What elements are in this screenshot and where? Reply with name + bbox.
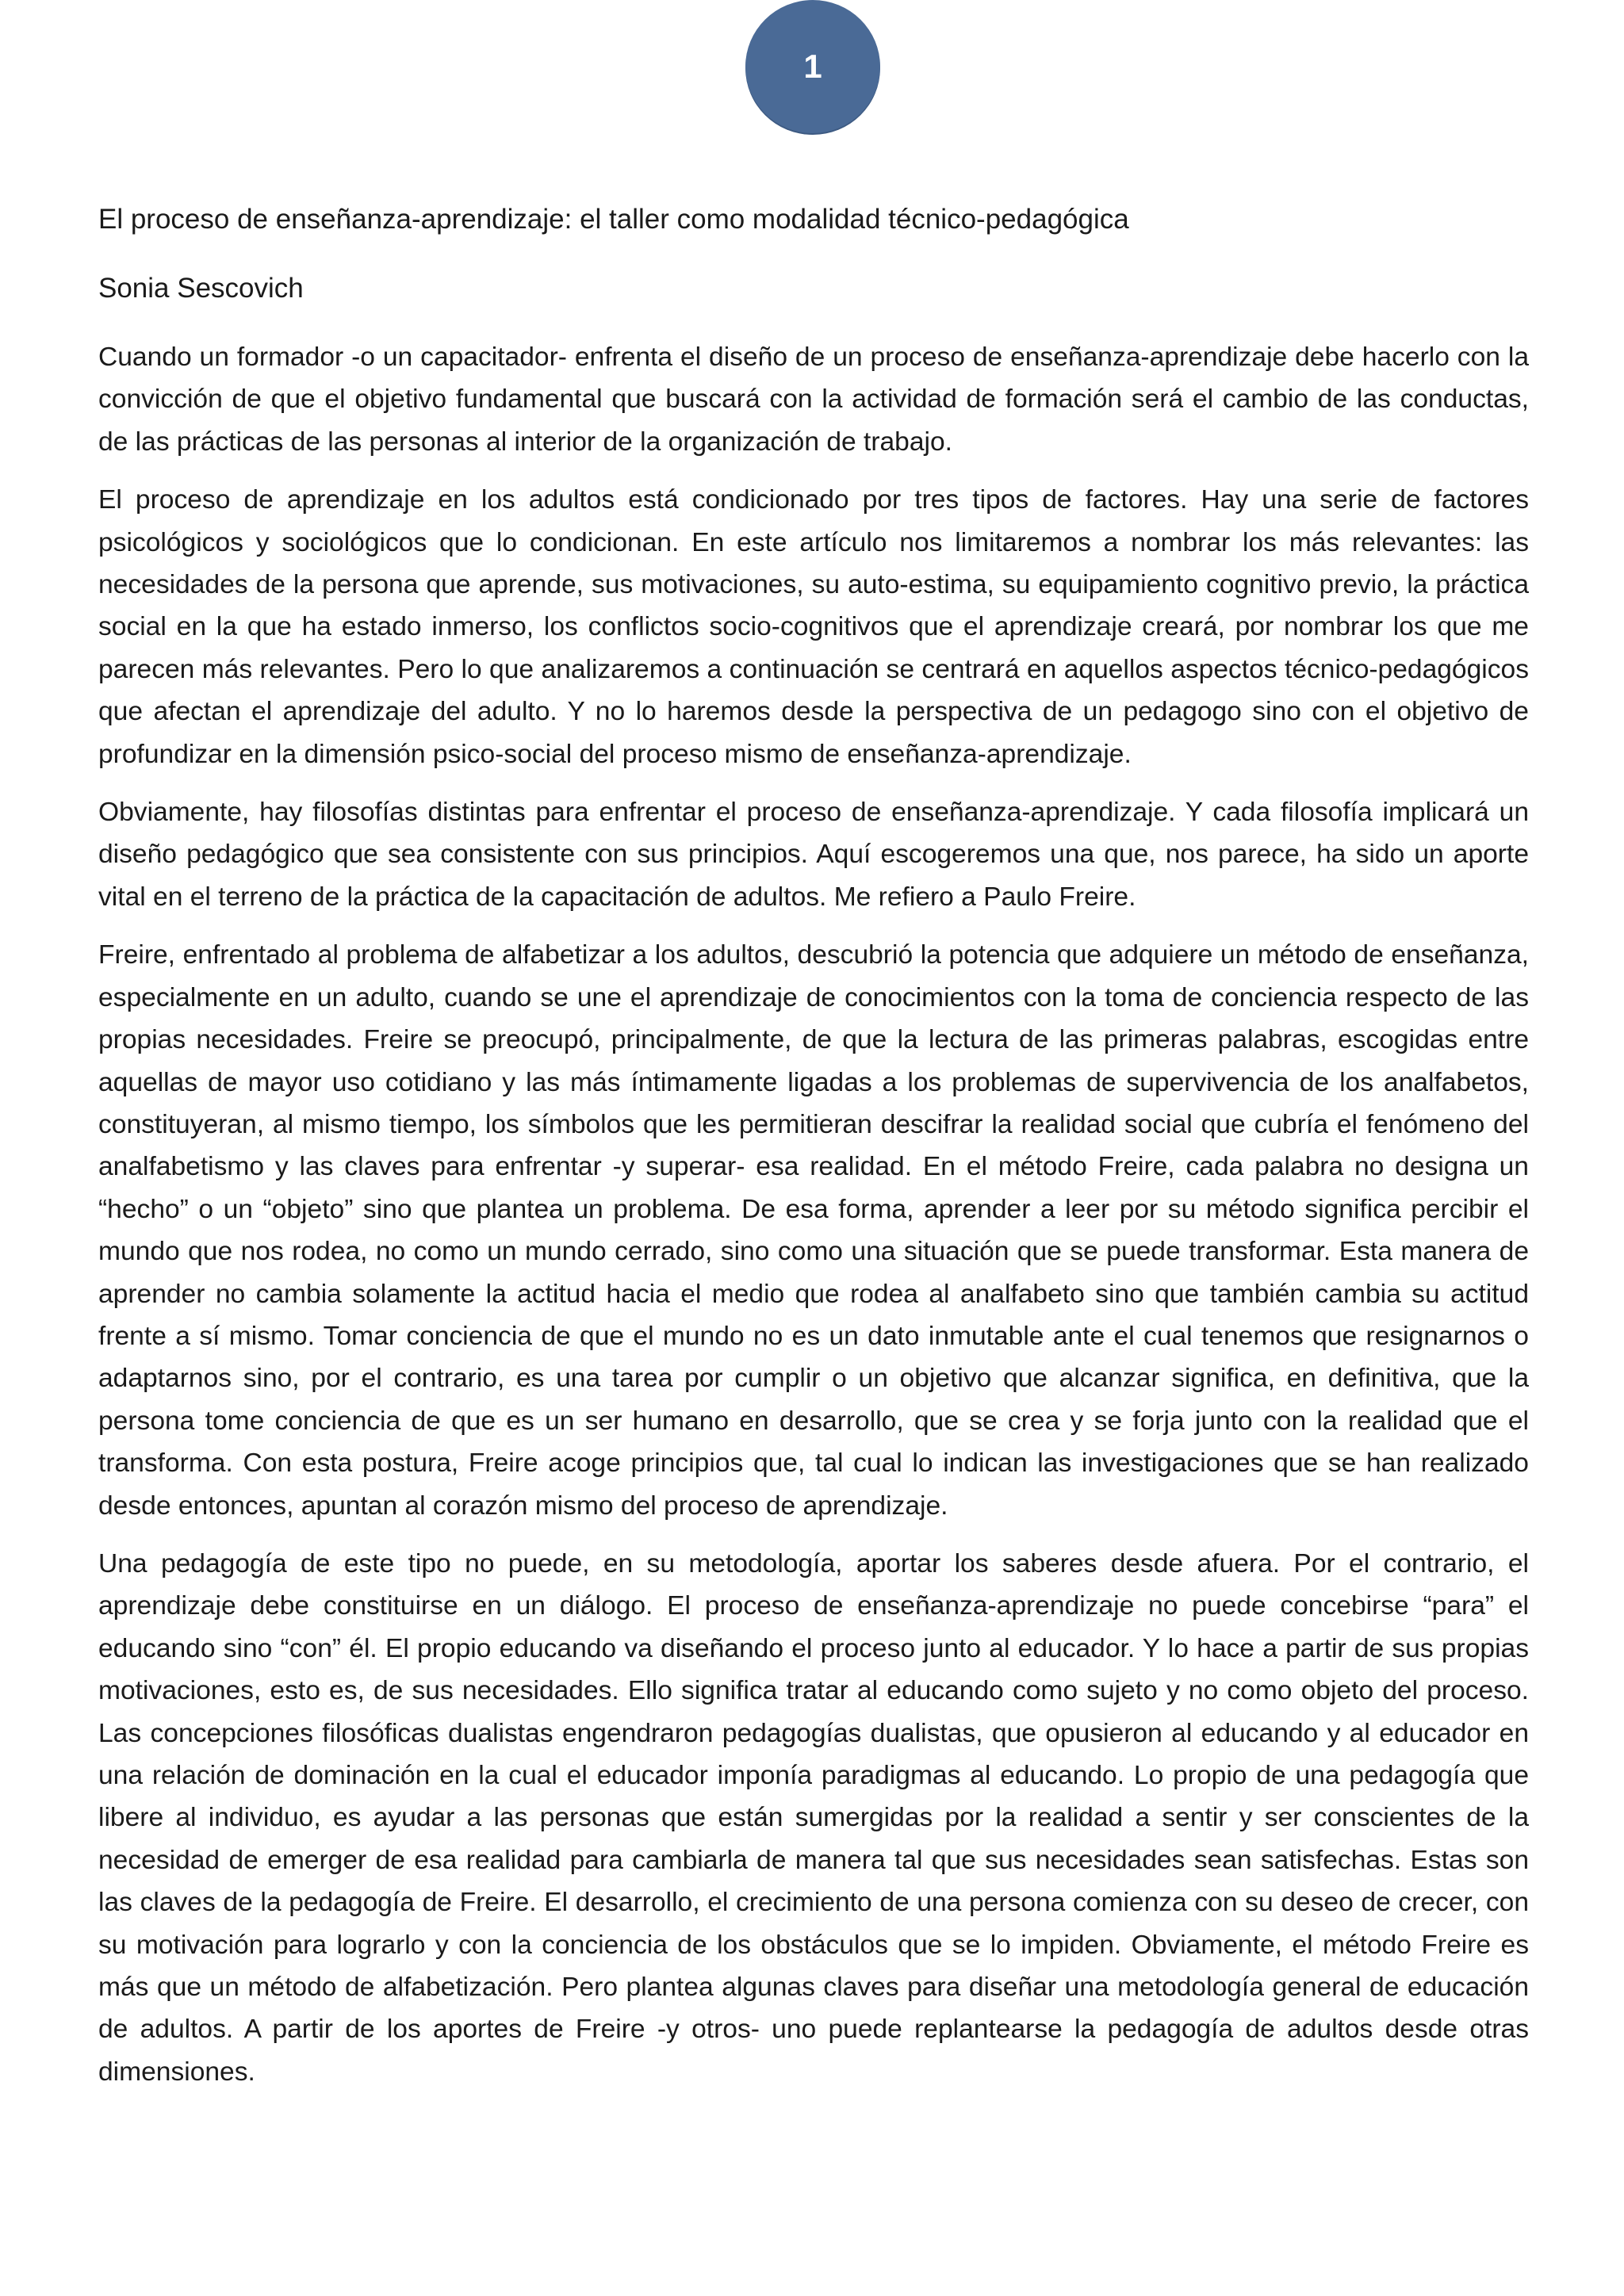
page-number: 1	[803, 48, 822, 85]
paragraph-1: Cuando un formador -o un capacitador- enfrenta el diseño de un proceso de enseñanza-aprendizaje debe hacerlo con la convicción de que el objetivo fundamental que buscará con la actividad de formación será el cambio de las conductas, de las prácticas de las personas al interior de la organización de trabajo.	[98, 342, 1529, 457]
page-number-badge	[745, 0, 880, 133]
paragraph-5: Una pedagogía de este tipo no puede, en su metodología, aportar los saberes desde afuera. Por el contrario, el aprendizaje debe constituirse en un diálogo. El proceso de enseñanza-aprendizaje no puede concebirse “para” el educando sino “con” él. El propio educando va diseñando el proceso junto al educador. Y lo hace a partir de sus propias motivaciones, esto es, de sus necesidades. Ello significa tratar al educando como sujeto y no como objeto del proceso. Las concepciones filosóficas dualistas engendraron pedagogías dualistas, que opusieron al educando y al educador en una relación de dominación en la cual el educador imponía paradigmas al educando. Lo propio de una pedagogía que libere al individuo, es ayudar a las personas que están sumergidas por la realidad a sentir y ser conscientes de la necesidad de emerger de esa realidad para cambiarla de manera tal que sus necesidades sean satisfechas. Estas son las claves de la pedagogía de Freire. El desarrollo, el crecimiento de una persona comienza con su deseo de crecer, con su motivación para lograrlo y con la conciencia de los obstáculos que se lo impiden. Obviamente, el método Freire es más que un método de alfabetización. Pero plantea algunas claves para diseñar una metodología general de educación de adultos. A partir de los aportes de Freire -y otros- uno puede replantearse la pedagogía de adultos desde otras dimensiones.	[98, 1548, 1529, 2087]
document-author: Sonia Sescovich	[98, 273, 304, 304]
paragraph-3: Obviamente, hay filosofías distintas para enfrentar el proceso de enseñanza-aprendizaje. Y cada filosofía implicará un diseño pedagógico que sea consistente con sus principios. Aquí escogeremos una que, nos parece, ha sido un aporte vital en el terreno de la práctica de la capacitación de adultos. Me refiero a Paulo Freire.	[98, 798, 1529, 912]
paragraph-2: El proceso de aprendizaje en los adultos está condicionado por tres tipos de factores. Hay una serie de factores psicológicos y sociológicos que lo condicionan. En este artículo nos limitaremos a nombrar los más relevantes: las necesidades de la persona que aprende, sus motivaciones, su auto-estima, su equipamiento cognitivo previo, la práctica social en la que ha estado inmerso, los conflictos socio-cognitivos que el aprendizaje creará, por nombrar los que me parecen más relevantes. Pero lo que analizaremos a continuación se centrará en aquellos aspectos técnico-pedagógicos que afectan el aprendizaje del adulto. Y no lo haremos desde la perspectiva de un pedagogo sino con el objetivo de profundizar en la dimensión psico-social del proceso mismo de enseñanza-aprendizaje.	[98, 485, 1529, 769]
document-body	[98, 198, 1529, 2109]
paragraph-4: Freire, enfrentado al problema de alfabetizar a los adultos, descubrió la potencia que adquiere un método de enseñanza, especialmente en un adulto, cuando se une el aprendizaje de conocimientos con la toma de conciencia respecto de las propias necesidades. Freire se preocupó, principalmente, de que la lectura de las primeras palabras, escogidas entre aquellas de mayor uso cotidiano y las más íntimamente ligadas a los problemas de supervivencia de los analfabetos, constituyeran, al mismo tiempo, los símbolos que les permitieran descifrar la realidad social que cubría el fenómeno del analfabetismo y las claves para enfrentar -y superar- esa realidad. En el método Freire, cada palabra no designa un “hecho” o un “objeto” sino que plantea un problema. De esa forma, aprender a leer por su método significa percibir el mundo que nos rodea, no como un mundo cerrado, sino como una situación que se puede transformar. Esta manera de aprender no cambia solamente la actitud hacia el medio que rodea al analfabeto sino que también cambia su actitud frente a sí mismo. Tomar conciencia de que el mundo no es un dato inmutable ante el cual tenemos que resignarnos o adaptarnos sino, por el contrario, es una tarea por cumplir o un objetivo que alcanzar significa, en definitiva, que la persona tome conciencia de que es un ser humano en desarrollo, que se crea y se forja junto con la realidad que el transforma. Con esta postura, Freire acoge principios que, tal cual lo indican las investigaciones que se han realizado desde entonces, apuntan al corazón mismo del proceso de aprendizaje.	[98, 940, 1529, 1521]
document-title: El proceso de enseñanza-aprendizaje: el taller como modalidad técnico-pedagógica	[98, 204, 1129, 235]
